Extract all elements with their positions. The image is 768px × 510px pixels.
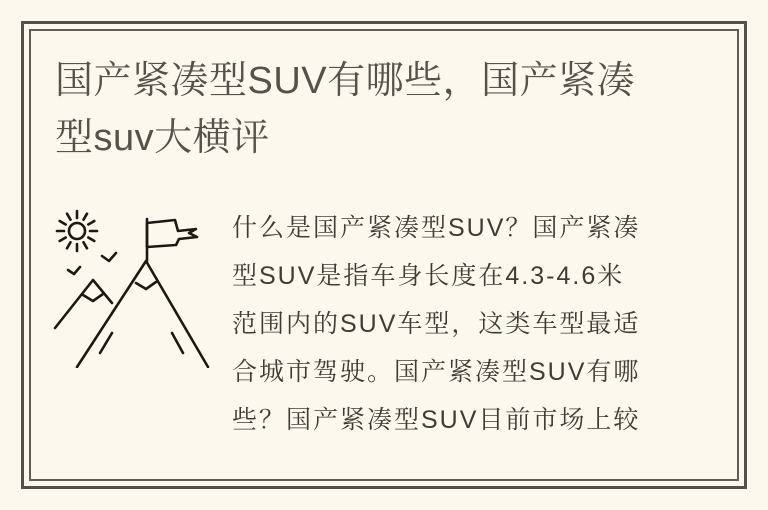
bird-icon xyxy=(68,253,116,274)
body-line-3: 范围内的SUV车型，这类车型最适 xyxy=(232,310,641,338)
body-line-5: 些？国产紧凑型SUV目前市场上较 xyxy=(232,406,641,434)
mountain-flag-illustration xyxy=(40,190,230,368)
body-line-1: 什么是国产紧凑型SUV？国产紧凑 xyxy=(232,214,641,242)
title-line-1: 国产紧凑型SUV有哪些，国产紧凑 xyxy=(55,60,636,102)
sun-icon xyxy=(57,211,97,251)
body-line-4: 合城市驾驶。国产紧凑型SUV有哪 xyxy=(232,358,641,386)
article-body xyxy=(232,204,640,444)
body-line-2: 型SUV是指车身长度在4.3-4.6米 xyxy=(232,262,625,290)
title-line-2: 型suv大横评 xyxy=(55,117,270,159)
mountain-peaks-icon xyxy=(55,261,208,367)
flag-icon xyxy=(147,219,197,261)
article-title xyxy=(55,53,635,167)
